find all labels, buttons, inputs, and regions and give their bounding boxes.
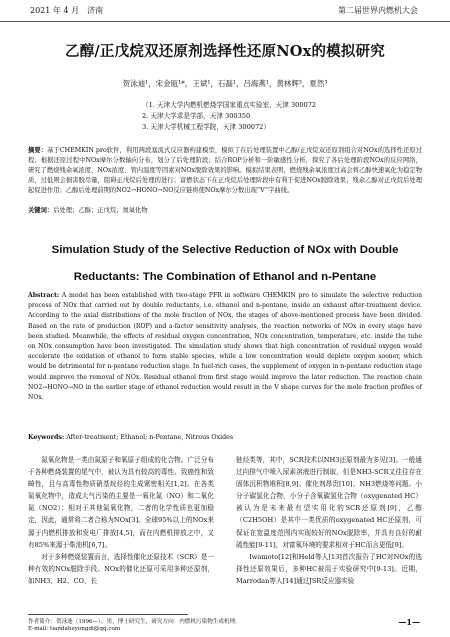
abstract-english [28, 291, 422, 403]
affiliation-1: （1. 天津大学内燃机燃烧学国家重点实验室，天津 300072 [142, 101, 317, 109]
footnote-email: E-mail: tiandaheyongdi@qq.com [28, 626, 121, 632]
keywords-en-label: Keywords: [28, 434, 65, 441]
running-header [0, 4, 450, 18]
title-english-line1: Simulation Study of the Selective Reduction of NOx with Double [51, 244, 399, 256]
keywords-cn-label: 关键词： [28, 207, 54, 214]
affiliation-2: 2. 天津大学求是学部，天津 300350 [142, 112, 251, 120]
abstract-chinese [28, 146, 422, 196]
keywords-chinese [28, 205, 148, 214]
keywords-en-text: After-treatment; Ethanol; n-Pentane, Nitrous Oxides [66, 434, 234, 441]
header-rule [0, 21, 450, 22]
abstract-en-label: Abstract: [28, 292, 60, 299]
title-chinese: 乙醇/正戊烷双还原剂选择性还原NOx的模拟研究 [65, 43, 385, 60]
affiliation-3: 3. 天津大学机械工程学院，天津 300072） [142, 123, 270, 131]
keywords-english [28, 434, 233, 441]
title-english-line2: Reductants: The Combination of Ethanol and n-Pentane [73, 271, 377, 283]
abstract-en-text: A model has been established with two-stage PFR in software CHEMKIN pro to simulate the selective reduction process of NOx that carried out by double reductants, i.e. ethanol and n-pentane, inside an exhaust after-treatment device. According to the axial distributions of the mole fraction of NOx, the stages of above-mentioned process have been divided. Based on the rate of production (ROP) and a-factor sensitivity analyses, the reaction networks of NOx in every stage have been studied. Meanwhile, the effects of residual oxygen concentration, NOx concentration, temperature, etc. inside the tube on NOx consumption have been investigated. The simulation study shows that high concentration of residual oxygen would accelerate the oxidation of ethanol to form stable species, while a low concentration would deplete oxygen sooner, which would be detrimental for n-pentane reduction stage. In fuel-rich cases, the supplement of oxygen in n-pentane reduction stage would improve the removal of NOx. Residual ethanol from first stage would improve the later reduction. The reaction chain NO2→HONO→NO in the earlier stage of ethanol reduction would result in the V shape curves for the mole fraction profiles of NOx. [28, 292, 422, 402]
body-column-left [28, 454, 214, 587]
author-list: 贺泳迪¹，宋金瓯¹*，王斌¹，石磊¹，吕海燕¹，黄林辉³，夏然³ [122, 79, 328, 88]
body-paragraph: 对于多种燃烧装置而言，选择性催化还原技术（SCR）是一种有效的NOx脱除手段。NOx的催化还原可采用多种还原剂，如NH3、H2、CO、长 [28, 552, 214, 585]
header-left: 2021 年 4 月 济南 [30, 6, 104, 15]
page-number: —1— [398, 617, 420, 627]
body-column-right [236, 454, 422, 587]
body-paragraph: 链烃类等，其中，SCR技术以NH3还原剂最为多见[3]。一般通过向排气中喷入尿素溶液进行制取，但是NH3-SCR又往往存在固体沉积物堆积[8,9]、催化剂昂贵[10]、NH3燃烧等问题。小分子碳氢化合物，小分子含氧碳氢化合物（oxygenated HC）被认为是未来最有望实用化的SCR还原剂[9]，乙醇（C2H5OH）是其中一类优质的oxygenated HC还原剂，可保证在宽温度范围内实现较好的NOx脱除率，并具有良好的耐硫性能[9-11]，对富氧环境的要求相对于HC而言更低[9]。 [236, 456, 422, 549]
footnote-rule [28, 614, 188, 615]
body-paragraph: 氮氧化物是一类由氮原子和氧原子组成的化合物。广泛分布于各种燃烧装置的尾气中，被认为具有较高的毒性、致癌性和致畸性，且与高毒性物质硝基烷烃的生成紧密相关[1,2]。在各类氮氧化物中，造成大气污染的主要是一氧化氮（NO）和二氧化氮（NO2）；相对于其他氮氧化物，二者的化学性质也更加稳定，因此，通常将二者合称为NOx[3]。全球95%以上的NOx来源于内燃机排放和发电厂排放[4,5]，而在内燃机排放之中，又有85%来源于柴油机[6,7]。 [28, 456, 214, 549]
body-paragraph: Iwamoto[12]和Held等人[13]首次报告了HC对NOx的选择性还原效果后，多种HC被用于实验研究中[9-13]。近期，Marrodan等人[14]通过JSR反应器实验 [236, 552, 422, 585]
abstract-cn-text: 基于CHEMKIN pro软件，利用两段塞流式反应器构建模型，模拟了在后处理装置中乙醇/正戊烷双还原剂组合对NOx的选择性还原过程；根据还原过程中NOx摩尔分数轴向分布，划分了后处理阶段；结合ROP分析和一阶敏感性分析，探究了各后处理阶段NOx的反应网络，研究了燃烧残余氧浓度、NOx浓度、管内温度等因素对NOx脱除效果的影响。模拟结果表明，燃烧残余氧浓度过高会将乙醇快速氧化为稳定物质，过低则会损害脱尽量，阻碍正戊烷后处理的进行；富燃状态下在正戊烷后处理阶段中有利于促进NOx脱除效果；残余乙醇对正戊烷后处理起促进作用；乙醇后处理前期的NO2→HONO→NO反应链将使NOx摩尔分数出现“V”字曲线。 [28, 147, 423, 195]
abstract-cn-label: 摘要： [28, 147, 48, 154]
keywords-cn-text: 后处理；乙醇；正戊烷；氮氧化物 [53, 207, 148, 214]
footnote-author-bio: 作者简介：贺泳迪（1996—），男，博士研究生，研究方向：内燃机污染物生成机理。 [28, 619, 241, 625]
header-right: 第二届世界内燃机大会 [338, 6, 418, 15]
